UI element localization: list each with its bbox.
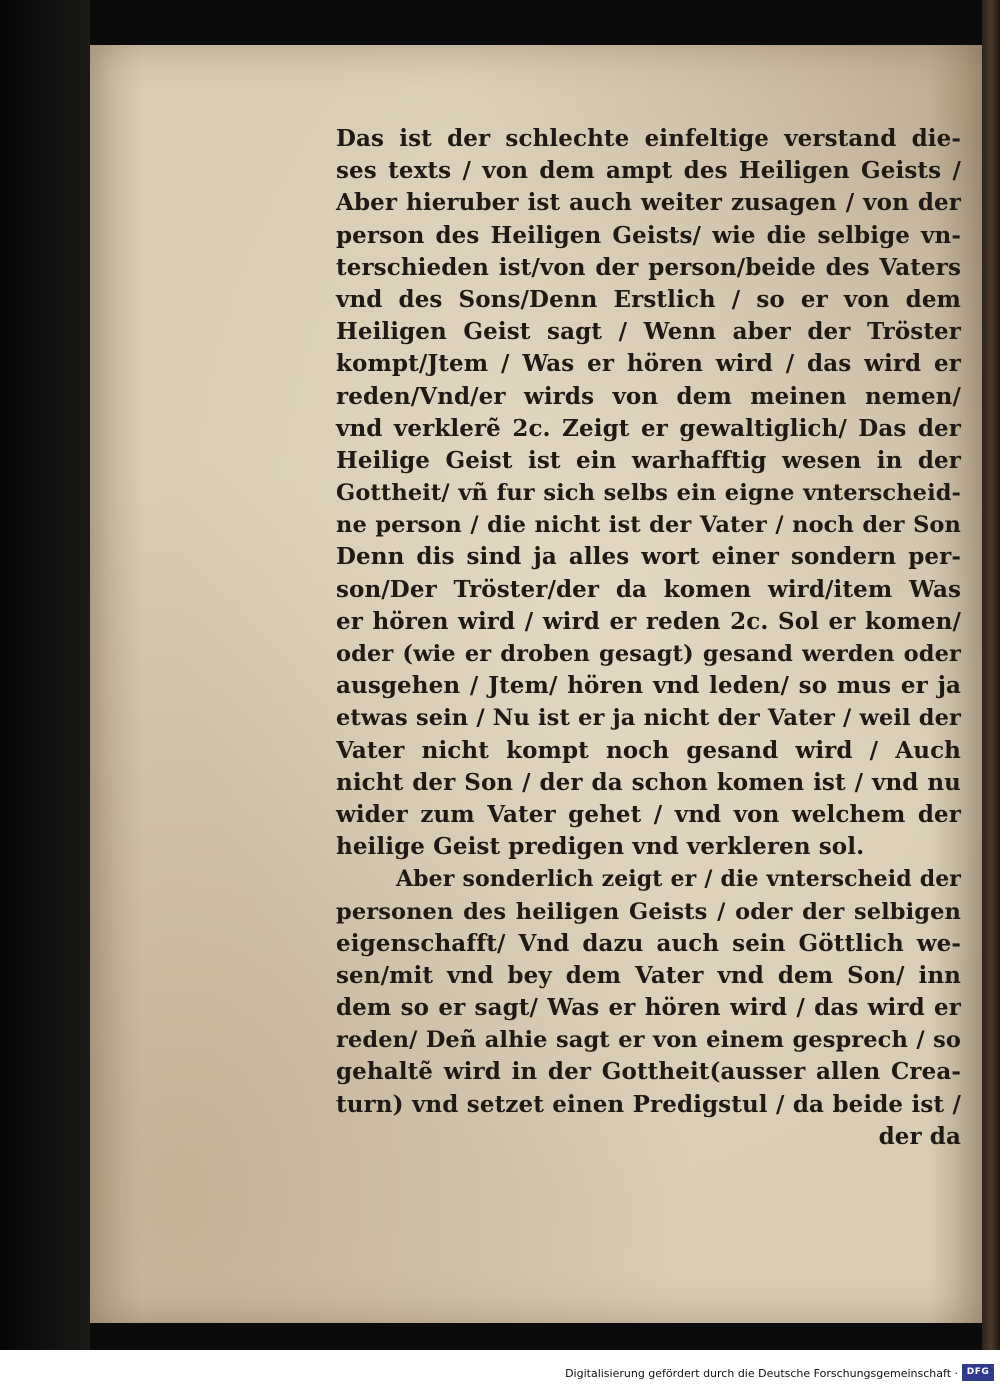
text-line-3: Aber hieruber ist auch weiter zusagen / von der <box>336 189 961 217</box>
funding-credit: Digitalisierung gefördert durch die Deutsche Forschungsgemeinschaft · <box>565 1367 958 1380</box>
text-line-13: ne person / die nicht ist der Vater / noch der Son <box>336 512 961 539</box>
text-line-17: oder (wie er droben gesagt) gesand werden oder <box>336 641 961 667</box>
text-line-4: person des Heiligen Geists/ wie die selbige vn- <box>336 221 961 249</box>
text-line-25: personen des heiligen Geists / oder der selbigen <box>336 898 961 925</box>
text-line-30: gehaltẽ wird in der Gottheit(ausser allen Crea- <box>336 1058 961 1086</box>
text-line-7: Heiligen Geist sagt / Wenn aber der Tröster <box>336 318 961 346</box>
text-line-15: son/Der Tröster/der da komen wird/item Was <box>336 575 961 603</box>
text-line-1: Das ist der schlechte einfeltige verstand die- <box>336 125 961 152</box>
page-stack-edge <box>982 0 1000 1350</box>
text-line-8: kompt/Jtem / Was er hören wird / das wird er <box>336 350 961 378</box>
text-line-10: vnd verklerẽ 2c. Zeigt er gewaltiglich/ Das der <box>336 414 961 442</box>
text-line-9: reden/Vnd/er wirds von dem meinen nemen/ <box>336 382 961 410</box>
text-line-5: terschieden ist/von der person/beide des Vaters <box>336 253 961 281</box>
text-line-21: nicht der Son / der da schon komen ist / vnd nu <box>336 768 961 796</box>
text-line-12: Gottheit/ vñ fur sich selbs ein eigne vnterscheid- <box>336 480 961 507</box>
book-page <box>90 45 982 1323</box>
text-line-2: ses texts / von dem ampt des Heiligen Geists / <box>336 157 961 185</box>
book-binding-edge <box>0 0 90 1389</box>
text-line-26: eigenschafft/ Vnd dazu auch sein Göttlich we- <box>336 929 961 957</box>
text-line-31: turn) vnd setzet einen Predigstul / da beide ist / <box>336 1090 961 1118</box>
text-line-28: dem so er sagt/ Was er hören wird / das wird er <box>336 994 961 1022</box>
catchword: der da <box>878 1122 961 1150</box>
text-line-6: vnd des Sons/Denn Erstlich / so er von dem <box>336 285 961 313</box>
text-line-27: sen/mit vnd bey dem Vater vnd dem Son/ inn <box>336 961 961 989</box>
text-line-22: wider zum Vater gehet / vnd von welchem der <box>336 800 961 828</box>
text-line-11: Heilige Geist ist ein warhafftig wesen in der <box>336 446 961 474</box>
dfg-logo: DFG <box>962 1364 994 1381</box>
text-line-16: er hören wird / wird er reden 2c. Sol er komen/ <box>336 607 961 635</box>
text-line-18: ausgehen / Jtem/ hören vnd leden/ so mus er ja <box>336 672 961 700</box>
text-line-24: Aber sonderlich zeigt er / die vnterscheid der <box>396 866 961 893</box>
page-text-block <box>336 123 961 1153</box>
text-line-19: etwas sein / Nu ist er ja nicht der Vater / weil der <box>336 705 961 732</box>
text-line-14: Denn dis sind ja alles wort einer sondern per- <box>336 543 961 571</box>
text-line-23: heilige Geist predigen vnd verkleren sol. <box>336 833 865 861</box>
text-line-20: Vater nicht kompt noch gesand wird / Auch <box>336 736 961 764</box>
text-line-29: reden/ Deñ alhie sagt er von einem gesprech / so <box>336 1027 961 1054</box>
